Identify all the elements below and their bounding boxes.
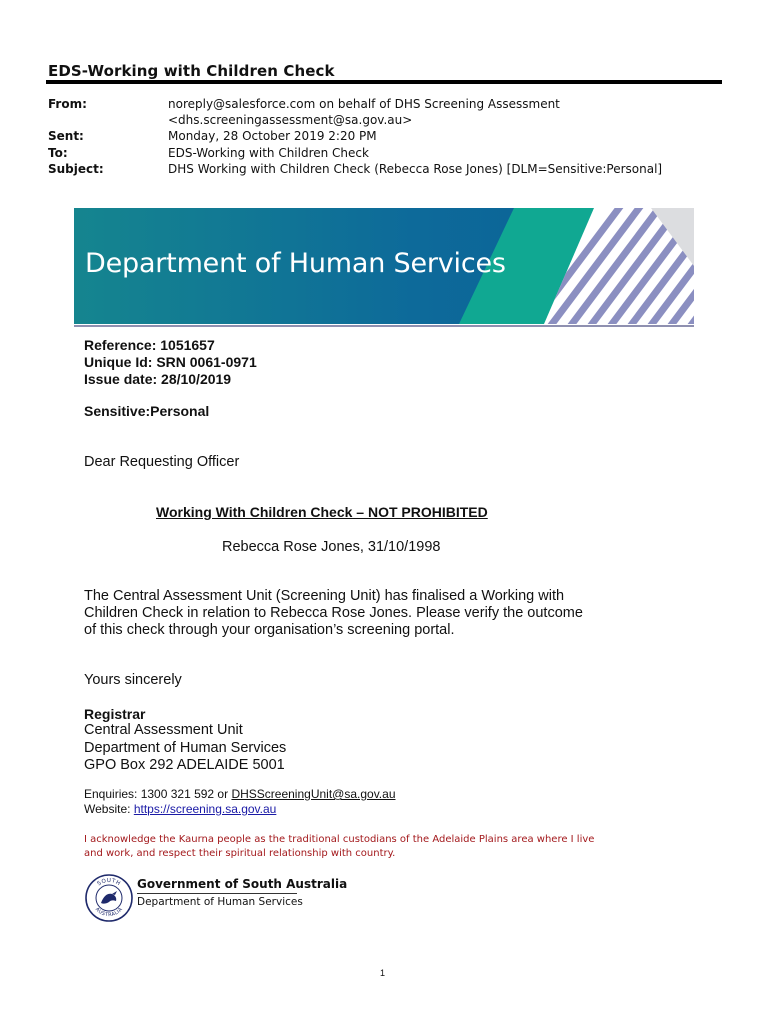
classification: Sensitive:Personal <box>84 403 210 419</box>
signatory-address: GPO Box 292 ADELAIDE 5001 <box>84 757 285 773</box>
to-value: EDS-Working with Children Check <box>168 146 369 160</box>
dhs-banner <box>74 208 694 324</box>
page-number: 1 <box>380 968 386 978</box>
banner-title: Department of Human Services <box>85 248 506 279</box>
body-paragraph: The Central Assessment Unit (Screening Unit) has finalised a Working with Children Check in relation to Rebecca Rose Jones. Please verify the outcome of this check through your organisation’s screening portal. <box>84 588 583 638</box>
gov-dept: Department of Human Services <box>137 896 303 908</box>
website-prefix: Website: <box>84 802 134 816</box>
closing: Yours sincerely <box>84 672 182 688</box>
website-line <box>84 802 276 816</box>
reference-number: Reference: 1051657 <box>84 337 215 353</box>
signatory-unit: Central Assessment Unit <box>84 722 243 738</box>
salutation: Dear Requesting Officer <box>84 454 240 470</box>
from-email: <dhs.screeningassessment@sa.gov.au> <box>168 113 413 127</box>
from-value: noreply@salesforce.com on behalf of DHS Screening Assessment <box>168 97 560 111</box>
to-label: To: <box>48 146 68 160</box>
signatory-dept: Department of Human Services <box>84 740 287 756</box>
letter-heading: Working With Children Check – NOT PROHIBITED <box>156 504 488 520</box>
subject-person: Rebecca Rose Jones, 31/10/1998 <box>222 539 441 555</box>
enquiries-line <box>84 787 396 801</box>
banner-underline <box>74 325 694 327</box>
sa-government-crest-icon <box>84 873 134 923</box>
from-label: From: <box>48 97 87 111</box>
issue-date: Issue date: 28/10/2019 <box>84 371 232 387</box>
svg-text:SOUTH: SOUTH <box>96 877 122 888</box>
email-title: EDS-Working with Children Check <box>48 62 335 80</box>
subject-value: DHS Working with Children Check (Rebecca Rose Jones) [DLM=Sensitive:Personal] <box>168 162 663 176</box>
website-link[interactable]: https://screening.sa.gov.au <box>133 802 277 816</box>
sent-label: Sent: <box>48 129 84 143</box>
enquiries-email-link[interactable]: DHSScreeningUnit@sa.gov.au <box>231 787 396 801</box>
svg-text:AUSTRALIA: AUSTRALIA <box>93 906 125 919</box>
sent-value: Monday, 28 October 2019 2:20 PM <box>168 129 377 143</box>
acknowledgement: I acknowledge the Kaurna people as the traditional custodians of the Adelaide Plains area where I live and work, and respect their spiritual relationship with country. <box>84 834 595 859</box>
enquiries-prefix: Enquiries: 1300 321 592 or <box>84 787 232 801</box>
signatory-title: Registrar <box>84 706 146 722</box>
unique-id: Unique Id: SRN 0061-0971 <box>84 354 257 370</box>
gov-divider <box>137 893 297 894</box>
subject-label: Subject: <box>48 162 104 176</box>
gov-name: Government of South Australia <box>137 877 348 891</box>
title-rule <box>46 80 722 84</box>
